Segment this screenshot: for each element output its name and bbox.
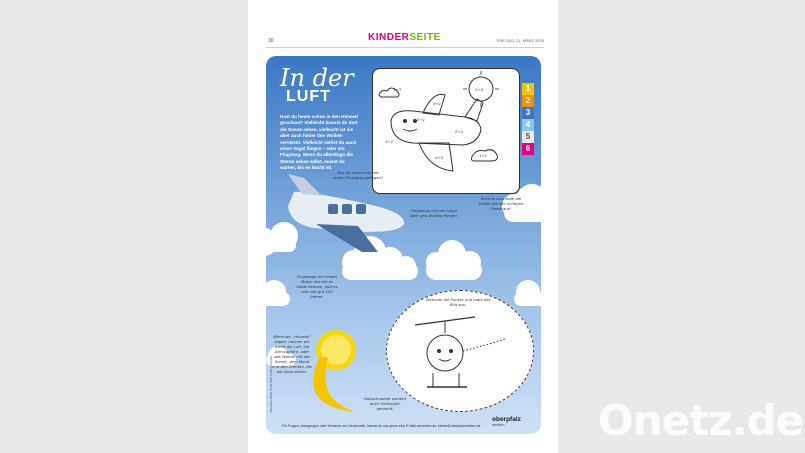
note-sky: Wenn wir „Himmel“ sagen, meinen wir meist die Luft, die Atmosphäre, oder das Weltall mit der Sonne, dem Mond und den Sternen, die wir oben sehen.	[272, 334, 312, 374]
logo-sub: medien	[492, 423, 505, 427]
coloring-number: 3+1	[433, 101, 442, 106]
kids-panel	[266, 56, 541, 434]
color-swatch: 5	[522, 131, 534, 143]
newspaper-page	[248, 0, 558, 453]
note-plane-question: Bist du schon mal mit einem Flugzeug geflogen?	[332, 170, 384, 180]
cloud-icon	[266, 280, 290, 306]
coloring-number: 3+3	[393, 87, 402, 92]
color-legend	[522, 83, 534, 155]
note-heli: Hubschrauber werden auch Helikopter genannt.	[363, 396, 407, 411]
color-swatch: 3	[522, 107, 534, 119]
coloring-number: 2+2	[455, 129, 464, 134]
intro-text: Hast du heute schon in den Himmel geschaut? Vielleicht kannst du dort die Sonne sehen, vielleicht ist sie aber auch hinter den Wolken versteckt. Vielleicht siehst du auch einen Vogel fliegen – oder ein Flugzeug. Wenn du allerdings die Sterne sehen willst, musst du warten, bis es Nacht ist.	[280, 114, 358, 171]
title-line-1: In der	[280, 64, 354, 92]
connect-dots-box	[386, 290, 534, 412]
coloring-card	[372, 68, 520, 194]
color-swatch: 4	[522, 119, 534, 131]
note-fly-above: Flugzeuge können sogar über den Wolken fliegen.	[410, 208, 458, 218]
coloring-number: 3+2	[385, 139, 394, 144]
coloring-number: 1+1	[479, 153, 488, 158]
note-motor: Flugzeuge mit einem Motor, wie wir es beide kennen, gibt es erst seit gut 120 Jahren.	[296, 274, 338, 299]
coloring-number: 5+1	[417, 117, 426, 122]
helicopter-icon	[387, 291, 533, 411]
note-connect: Verbinde die Punkte und male das Bild aus.	[425, 297, 491, 307]
section-brand	[368, 32, 441, 43]
footer-text: Für Fragen, Anregungen oder Wünsche zur Kinderseite, kannst du uns gerne eine E-Mail schreiben an: kinder@oberpfalzmedien.de	[282, 424, 481, 428]
logo-main: oberpfalz	[492, 416, 521, 423]
brand-part-seite: SEITE	[409, 32, 441, 43]
color-swatch: 1	[522, 83, 534, 95]
site-watermark: Onetz.de	[598, 396, 804, 445]
header-rule	[266, 47, 544, 48]
page-number: 30	[268, 38, 274, 44]
cloud-icon	[266, 222, 298, 256]
color-swatch: 6	[522, 143, 534, 155]
page-header	[248, 28, 558, 46]
cloud-icon	[426, 240, 482, 280]
issue-date: FREITAG, 21. MÄRZ 2025	[496, 38, 544, 43]
note-calc: Rechne und male die Felder mit der richtigen Farbe aus!	[478, 196, 524, 211]
color-swatch: 2	[522, 95, 534, 107]
brand-part-kinder: KINDER	[368, 32, 410, 43]
side-credit: Illustration: Adobe Stock/ Dzen, Nadia, mhatzapa	[270, 356, 273, 413]
title-line-2: LUFT	[286, 88, 331, 105]
publisher-logo	[492, 416, 521, 427]
coloring-number: 4+0	[435, 155, 444, 160]
coloring-number: 2+0	[475, 87, 484, 92]
